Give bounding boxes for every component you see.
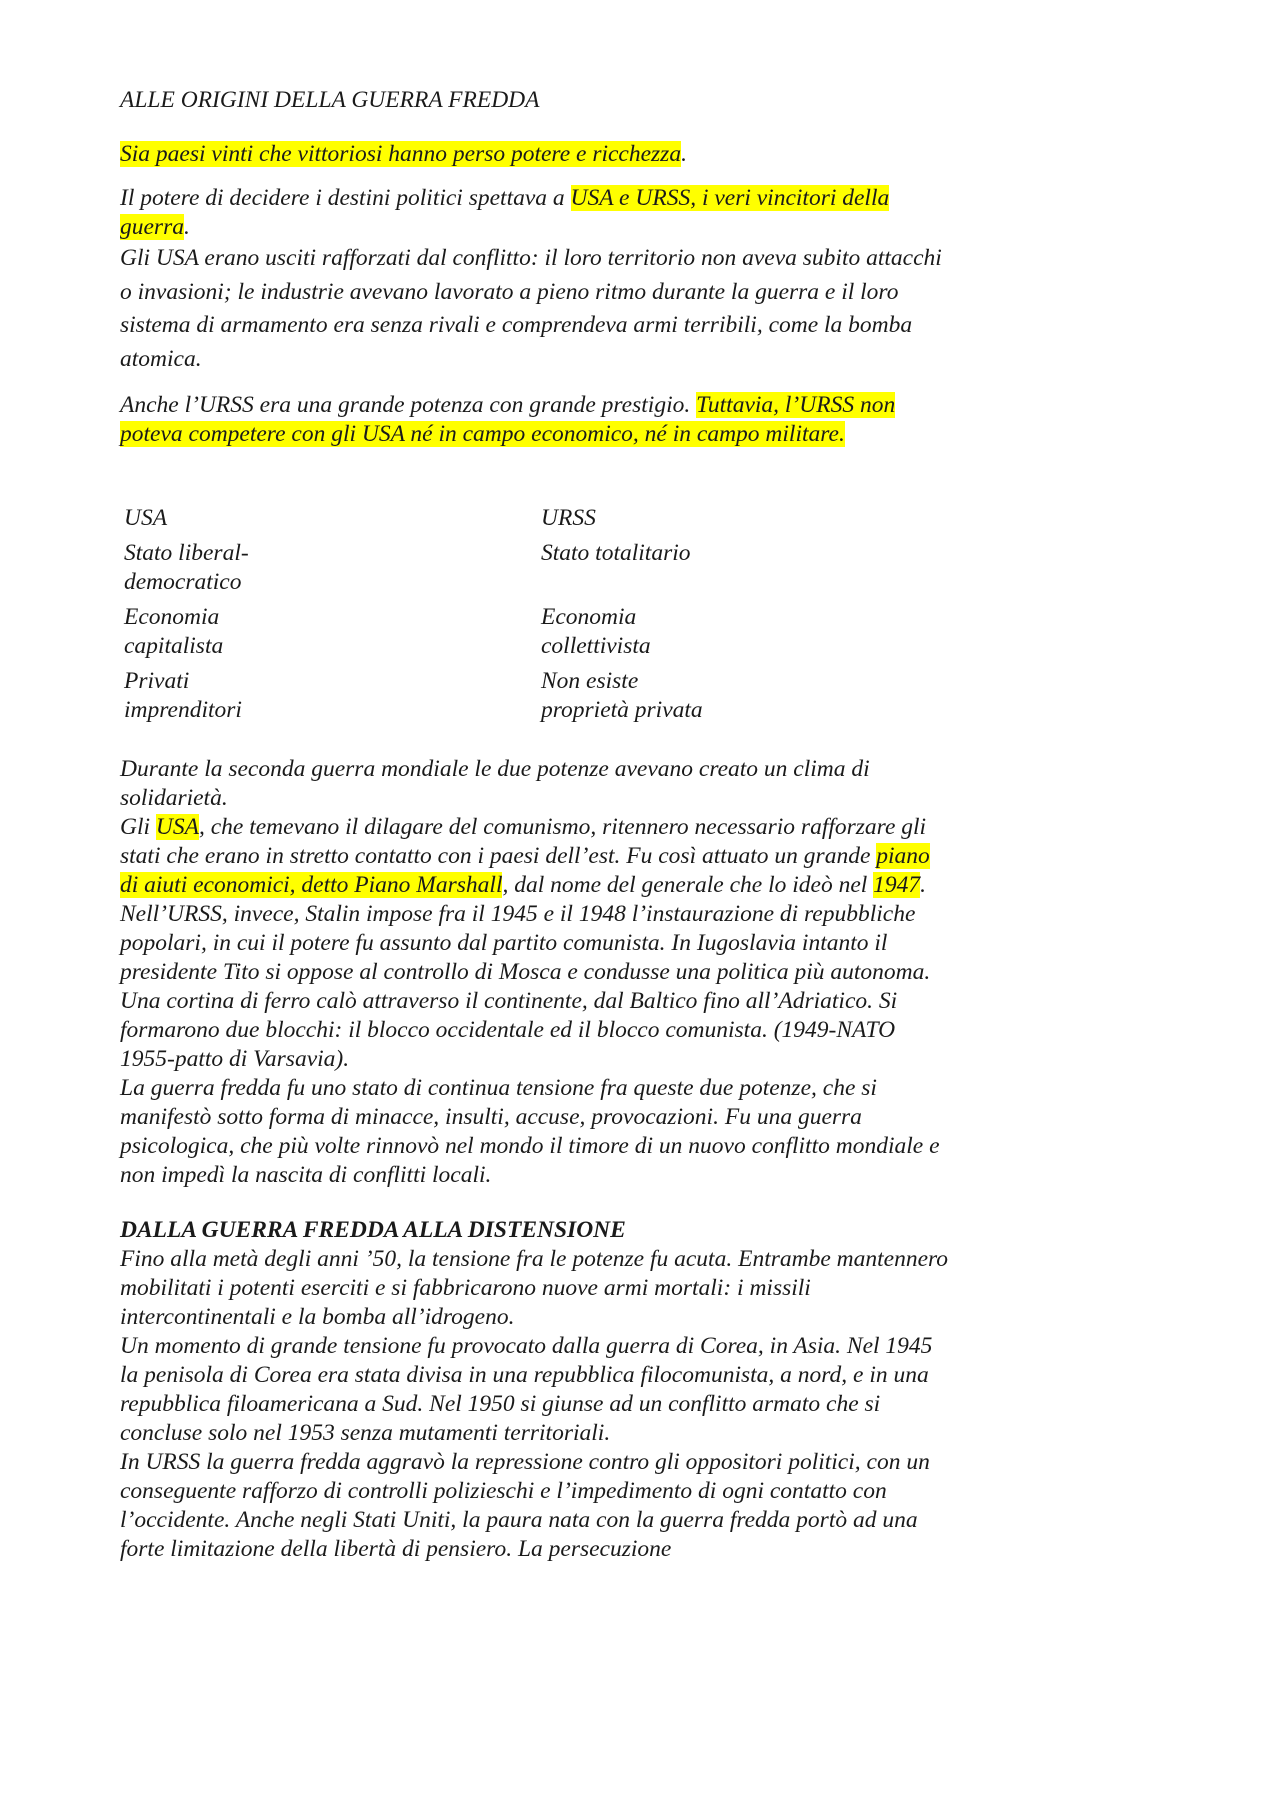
paragraph-iron-curtain: Una cortina di ferro calò attraverso il continente, dal Baltico fino all’Adriatico. Si formarono due blocchi: il blocco occidentale ed il blocco comunista. (1949-NATO 1955-patto di Varsavia). <box>120 988 898 1072</box>
paragraph-intro: Sia paesi vinti che vittoriosi hanno perso potere e ricchezza. <box>120 141 687 167</box>
highlight: USA <box>155 814 199 840</box>
table-cell: Stato liberal-democratico <box>124 540 249 595</box>
paragraph-usa: Gli USA erano usciti rafforzati dal conflitto: il loro territorio non aveva subito attacchi o invasioni; le industrie avevano lavorato a pieno ritmo durante la guerra e il loro sistema di armamento era senza rivali e comprendeva armi terribili, come la bomba atomica. <box>120 245 942 372</box>
table-row <box>124 667 841 731</box>
paragraph-repression: In URSS la guerra fredda aggravò la repressione contro gli oppositori politici, con un conseguente rafforzo di controlli polizieschi e l’impedimento di ogni contatto con l’occidente. Anche negli Stati Uniti, la paura nata con la guerra fredda portò ad una forte limitazione della libertà di pensiero. La persecuzione <box>120 1449 930 1562</box>
paragraph-korea: Un momento di grande tensione fu provocato dalla guerra di Corea, in Asia. Nel 1945 la penisola di Corea era stata divisa in una repubblica filocomunista, a nord, e in una repubblica filoamericana a Sud. Nel 1950 si giunse ad un conflitto armato che si concluse solo nel 1953 senza mutamenti territoriali. <box>120 1333 933 1446</box>
paragraph-solidarity: Durante la seconda guerra mondiale le due potenze avevano creato un clima di solidarietà. <box>120 756 870 811</box>
highlight: 1947 <box>873 872 921 898</box>
table-cell: Non esiste proprietà privata <box>541 668 703 723</box>
section-heading: DALLA GUERRA FREDDA ALLA DISTENSIONE <box>120 1217 626 1243</box>
paragraph-powers: Il potere di decidere i destini politici spettava a USA e URSS, i veri vincitori della guerra. <box>120 185 890 240</box>
paragraph-urss: Anche l’URSS era una grande potenza con grande prestigio. Tuttavia, l’URSS non poteva competere con gli USA né in campo economico, né in campo militare. <box>120 392 896 447</box>
table-header: USA <box>124 505 168 531</box>
paragraph-stalin: Nell’URSS, invece, Stalin impose fra il 1945 e il 1948 l’instaurazione di repubbliche popolari, in cui il potere fu assunto dal partito comunista. In Iugoslavia intanto il presidente Tito si oppose al controllo di Mosca e condusse una politica più autonoma. <box>120 901 931 985</box>
highlight: Tuttavia, l’URSS non poteva competere con gli USA né in campo economico, né in campo militare. <box>120 392 896 447</box>
table-row <box>124 603 841 667</box>
table-row <box>124 539 841 603</box>
paragraph-marshall: Gli USA, che temevano il dilagare del comunismo, ritennero necessario rafforzare gli stati che erano in stretto contatto con i paesi dell’est. Fu così attuato un grande piano di aiuti economici, detto Piano Marshall, dal nome del generale che lo ideò nel 1947. <box>120 814 930 898</box>
table-cell: Privati imprenditori <box>124 668 242 723</box>
document-page <box>120 86 950 1564</box>
table-cell: Economia capitalista <box>124 604 224 659</box>
table-header-row <box>124 504 841 539</box>
paragraph-cold-war: La guerra fredda fu uno stato di continua tensione fra queste due potenze, che si manifestò sotto forma di minacce, insulti, accuse, provocazioni. Fu una guerra psicologica, che più volte rinnovò nel mondo il timore di un nuovo conflitto mondiale e non impedì la nascita di conflitti locali. <box>120 1075 940 1188</box>
highlight: piano di aiuti economici, detto Piano Marshall <box>120 843 930 898</box>
highlight: USA e URSS, i veri vincitori della guerra <box>120 185 890 240</box>
paragraph-tension: Fino alla metà degli anni ’50, la tensione fra le potenze fu acuta. Entrambe mantennero mobilitati i potenti eserciti e si fabbricarono nuove armi mortali: i missili intercontinentali e la bomba all’idrogeno. <box>120 1246 949 1330</box>
highlight: Sia paesi vinti che vittoriosi hanno perso potere e ricchezza <box>120 141 682 167</box>
table-cell: Stato totalitario <box>541 540 691 566</box>
table-cell: Economia collettivista <box>541 604 651 659</box>
comparison-table <box>124 504 841 731</box>
document-title: ALLE ORIGINI DELLA GUERRA FREDDA <box>120 87 540 113</box>
table-header: URSS <box>541 505 596 531</box>
